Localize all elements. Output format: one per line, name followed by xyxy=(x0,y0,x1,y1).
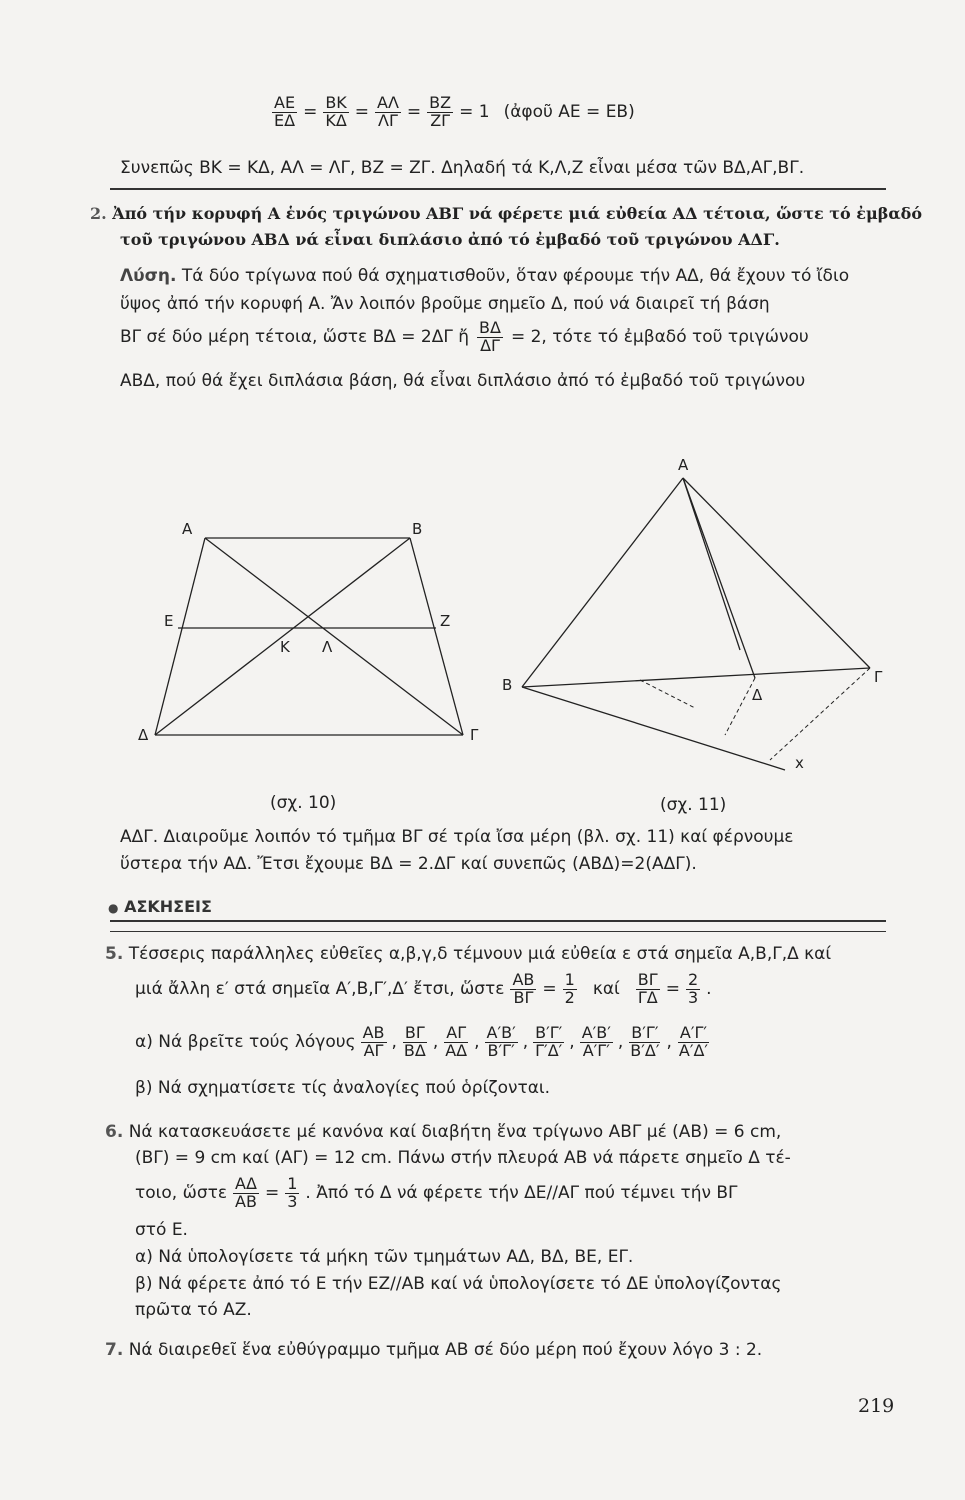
fraction-bz-zg: $\frac{BZ}{Z\Gamma}$ xyxy=(429,93,452,130)
divider-top xyxy=(110,188,886,190)
ratio-8: $\frac{A'\Gamma'}{A'\Delta'}$ xyxy=(678,1023,709,1060)
fig11-label-b: Β xyxy=(502,676,513,694)
fig11-line-ad-extra xyxy=(683,478,740,650)
fig11-label-g: Γ xyxy=(874,668,883,686)
ratio-1: $\frac{AB}{A\Gamma}$ xyxy=(362,1023,385,1060)
fig10-label-z: Ζ xyxy=(440,612,451,630)
top-equation: $\frac{AE}{E\Delta}$ = $\frac{BK}{K\Delta}$ = $\frac{A\Lambda}{\Lambda\Gamma}$ = $\frac{BZ}{Z\Gamma}$ = 1 (ἀφοῦ ΑΕ = ΕΒ) xyxy=(274,93,635,130)
fraction-al-lg: $\frac{A\Lambda}{\Lambda\Gamma}$ xyxy=(377,93,399,130)
fig10-side-ad xyxy=(155,538,205,735)
ratio-7: $\frac{B'\Gamma'}{B'\Delta'}$ xyxy=(630,1023,660,1060)
fig10-label-g: Γ xyxy=(470,726,479,744)
fig10-diagonal-bd xyxy=(155,538,410,735)
fig11-label-a: Α xyxy=(678,456,689,474)
fig10-label-l: Λ xyxy=(322,638,333,656)
fig11-side-ag xyxy=(683,478,870,668)
exercise-5-line2: μιά ἄλλη ε′ στά σημεῖα Α′,Β,Γ′,Δ′ ἔτσι, ὥστε $\frac{AB}{B\Gamma}$ = $\frac{1}{2}$ καί $\frac{B\Gamma}{\Gamma\Delta}$ = $\frac{2}{3}$ . xyxy=(135,970,712,1007)
exercise-6-line2: (ΒΓ) = 9 cm καί (ΑΓ) = 12 cm. Πάνω στήν πλευρά ΑΒ νά πάρετε σημεῖο Δ τέ- xyxy=(135,1148,791,1168)
fig11-dashed-3 xyxy=(770,668,870,760)
fig11-label-x: x xyxy=(795,754,804,772)
exercise-6-part-b-line1: β) Νά φέρετε ἀπό τό Ε τήν ΕΖ//ΑΒ καί νά ὑπολογίσετε τό ΔΕ ὑπολογίζοντας xyxy=(135,1274,782,1294)
fraction-ae-ed: $\frac{AE}{E\Delta}$ xyxy=(274,93,296,130)
fig11-dashed-2 xyxy=(725,678,755,735)
divider-exercises-2 xyxy=(110,931,886,932)
divider-exercises xyxy=(110,920,886,922)
fraction-2-3: $\frac{2}{3}$ xyxy=(687,970,699,1007)
fraction-bg-gd: $\frac{B\Gamma}{\Gamma\Delta}$ xyxy=(637,970,658,1007)
fraction-ab-bg: $\frac{AB}{B\Gamma}$ xyxy=(512,970,535,1007)
figure-10-trapezoid xyxy=(130,510,490,750)
exercise-6-part-a: α) Νά ὑπολογίσετε τά μήκη τῶν τμημάτων ΑΔ, ΒΔ, ΒΕ, ΕΓ. xyxy=(135,1247,634,1267)
problem-2-line1: 2. Ἀπό τήν κορυφή Α ἑνός τριγώνου ΑΒΓ νά φέρετε μιά εὐθεία ΑΔ τέτοια, ὥστε τό ἐμβαδό xyxy=(90,204,923,223)
ratio-3: $\frac{A\Gamma}{A\Delta}$ xyxy=(445,1023,468,1060)
after-figures-line1: ΑΔΓ. Διαιροῦμε λοιπόν τό τμῆμα ΒΓ σέ τρία ἴσα μέρη (βλ. σχ. 11) καί φέρνουμε xyxy=(120,827,794,847)
solution-line2: ὕψος ἀπό τήν κορυφή Α. Ἄν λοιπόν βροῦμε σημεῖο Δ, πού νά διαιρεῖ τή βάση xyxy=(120,294,770,314)
ratio-2: $\frac{B\Gamma}{B\Delta}$ xyxy=(403,1023,426,1060)
bullet-icon: ● xyxy=(108,901,119,915)
fig11-segment-ad xyxy=(683,478,755,678)
fig10-diagonal-ag xyxy=(205,538,463,735)
fig11-side-ab xyxy=(522,478,683,687)
figure-11-triangle xyxy=(500,450,900,780)
fig10-label-d: Δ xyxy=(138,726,149,744)
fig11-ray-bx xyxy=(522,687,785,770)
ratio-6: $\frac{A'B'}{A'\Gamma'}$ xyxy=(581,1023,611,1060)
fraction-ad-ab: $\frac{A\Delta}{AB}$ xyxy=(235,1174,257,1211)
problem-2-line2: τοῦ τριγώνου ΑΒΔ νά εἶναι διπλάσιο ἀπό τό ἐμβαδό τοῦ τριγώνου ΑΔΓ. xyxy=(120,230,780,249)
exercise-5-line1: 5. Τέσσερις παράλληλες εὐθεῖες α,β,γ,δ τέμνουν μιά εὐθεία ε στά σημεῖα Α,Β,Γ,Δ καί xyxy=(105,944,832,964)
solution-line3: ΒΓ σέ δύο μέρη τέτοια, ὥστε ΒΔ = 2ΔΓ ἤ $\frac{B\Delta}{\Delta\Gamma}$ = 2, τότε τό ἐμβαδό τοῦ τριγώνου xyxy=(120,318,809,355)
exercise-5-part-b: β) Νά σχηματίσετε τίς ἀναλογίες πού ὁρίζονται. xyxy=(135,1078,551,1098)
fig10-label-k: Κ xyxy=(280,638,290,656)
fraction-1-3: $\frac{1}{3}$ xyxy=(287,1174,298,1211)
exercise-6-line1: 6. Νά κατασκευάσετε μέ κανόνα καί διαβήτη ἕνα τρίγωνο ΑΒΓ μέ (ΑΒ) = 6 cm, xyxy=(105,1122,782,1142)
conclusion-line: Συνεπῶς ΒΚ = ΚΔ, ΑΛ = ΛΓ, ΒΖ = ΖΓ. Δηλαδή τά Κ,Λ,Ζ εἶναι μέσα τῶν ΒΔ,ΑΓ,ΒΓ. xyxy=(120,158,805,178)
exercises-heading: ● ΑΣΚΗΣΕΙΣ xyxy=(108,897,212,916)
ratio-4: $\frac{A'B'}{B'\Gamma'}$ xyxy=(486,1023,516,1060)
exercise-6-line4: στό Ε. xyxy=(135,1220,188,1240)
exercise-6-line3: τοιο, ὥστε $\frac{A\Delta}{AB}$ = $\frac{1}{3}$ . Ἀπό τό Δ νά φέρετε τήν ΔΕ//ΑΓ πού τέμνει τήν ΒΓ xyxy=(135,1174,738,1211)
exercise-6-part-b-line2: πρῶτα τό ΑΖ. xyxy=(135,1300,252,1320)
solution-line1: Λύση. Τά δύο τρίγωνα πού θά σχηματισθοῦν, ὅταν φέρουμε τήν ΑΔ, θά ἔχουν τό ἴδιο xyxy=(120,266,850,286)
fraction-1-2: $\frac{1}{2}$ xyxy=(564,970,575,1007)
page-number: 219 xyxy=(858,1395,895,1417)
fig11-dashed-1 xyxy=(640,680,695,708)
figure-10-caption: (σχ. 10) xyxy=(270,793,337,813)
fig11-label-d: Δ xyxy=(752,686,763,704)
after-figures-line2: ὕστερα τήν ΑΔ. Ἔτσι ἔχουμε ΒΔ = 2.ΔΓ καί συνεπῶς (ΑΒΔ)=2(ΑΔΓ). xyxy=(120,854,697,874)
exercise-7: 7. Νά διαιρεθεῖ ἕνα εὐθύγραμμο τμῆμα ΑΒ σέ δύο μέρη πού ἔχουν λόγο 3 : 2. xyxy=(105,1340,763,1360)
fig10-label-b: Β xyxy=(412,520,423,538)
exercise-5-part-a: α) Νά βρεῖτε τούς λόγους $\frac{AB}{A\Gamma}$ , $\frac{B\Gamma}{B\Delta}$ , $\frac{A\Gamma}{A\Delta}$ , $\frac{A'B'}{B'\Gamma'}$ , $\frac{B'\Gamma'}{\Gamma'\Delta'}$ , $\frac{A'B'}{A'\Gamma'}$ , $\frac{B'\Gamma'}{B'\Delta'}$ , $\frac{A'\Gamma'}{A'\Delta'}$ xyxy=(135,1023,709,1060)
fig11-side-bg xyxy=(522,668,870,687)
fig10-label-a: Α xyxy=(182,520,193,538)
fraction-bd-dg: $\frac{B\Delta}{\Delta\Gamma}$ xyxy=(479,318,501,355)
fraction-bk-kd: $\frac{BK}{K\Delta}$ xyxy=(325,93,347,130)
ratio-5: $\frac{B'\Gamma'}{\Gamma'\Delta'}$ xyxy=(535,1023,563,1060)
solution-line4: ΑΒΔ, πού θά ἔχει διπλάσια βάση, θά εἶναι διπλάσιο ἀπό τό ἐμβαδό τοῦ τριγώνου xyxy=(120,371,806,391)
fig10-side-bg xyxy=(410,538,463,735)
figure-11-caption: (σχ. 11) xyxy=(660,795,727,815)
fig10-label-e: Ε xyxy=(164,612,174,630)
